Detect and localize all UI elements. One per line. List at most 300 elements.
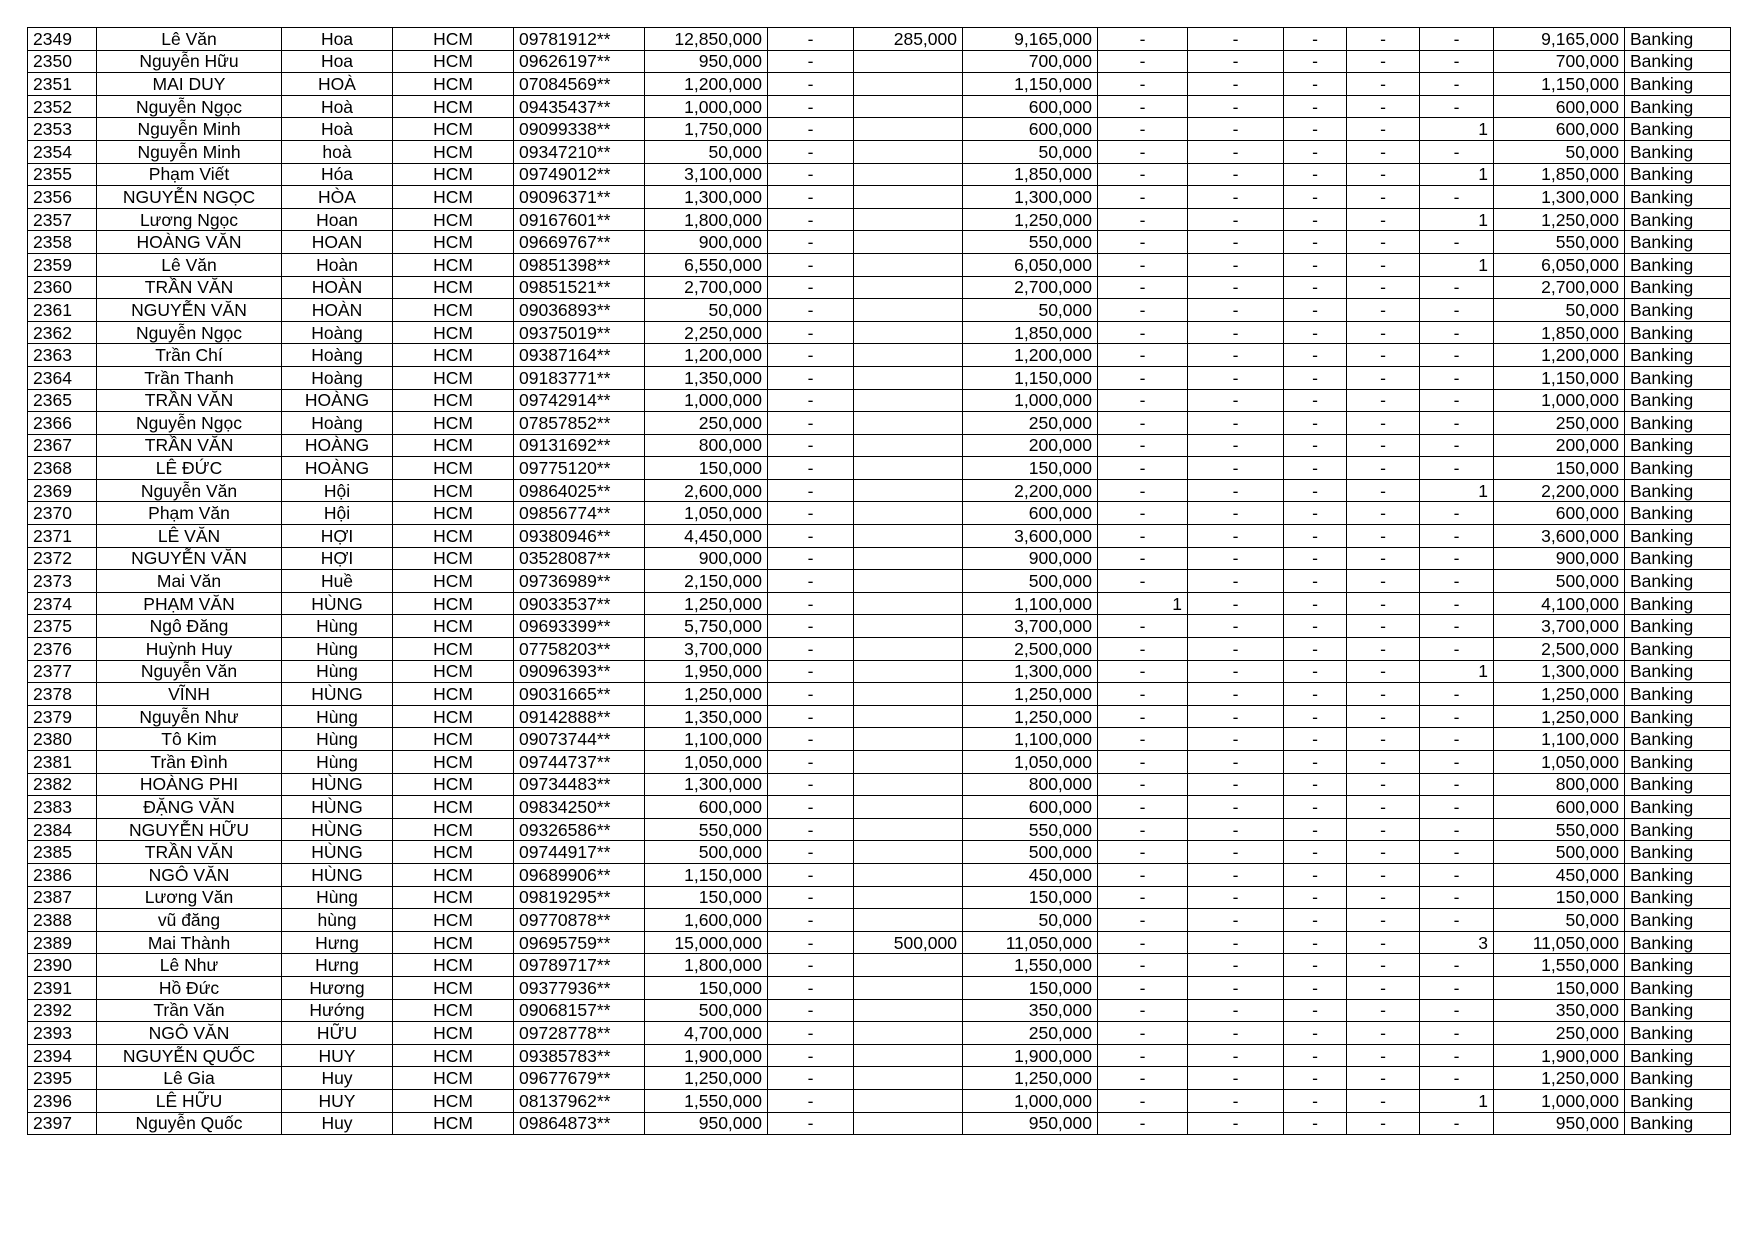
surname-cell: Nguyễn Quốc: [97, 1112, 282, 1135]
flag-1-cell: -: [1098, 570, 1188, 593]
count-cell: 1: [1420, 208, 1494, 231]
flag-3-cell: -: [1284, 638, 1347, 661]
surname-cell: Nguyễn Văn: [97, 479, 282, 502]
method-cell: Banking: [1625, 1044, 1731, 1067]
method-cell: Banking: [1625, 660, 1731, 683]
amount-cell: 1,200,000: [645, 73, 768, 96]
phone-cell: 09385783**: [514, 1044, 645, 1067]
row-number: 2373: [28, 570, 97, 593]
phone-cell: 09131692**: [514, 434, 645, 457]
given-name-cell: Hùng: [282, 886, 393, 909]
surname-cell: TRẦN VĂN: [97, 841, 282, 864]
flag-2-cell: -: [1188, 886, 1284, 909]
flag-2-cell: -: [1188, 818, 1284, 841]
table-row: [28, 592, 1731, 615]
method-cell: Banking: [1625, 366, 1731, 389]
dash-cell: -: [768, 95, 854, 118]
method-cell: Banking: [1625, 276, 1731, 299]
phone-cell: 09693399**: [514, 615, 645, 638]
surname-cell: HOÀNG VĂN: [97, 231, 282, 254]
row-number: 2363: [28, 344, 97, 367]
flag-4-cell: -: [1347, 1089, 1420, 1112]
flag-2-cell: -: [1188, 389, 1284, 412]
table-row: [28, 931, 1731, 954]
flag-1-cell: -: [1098, 457, 1188, 480]
deduction-cell: [854, 728, 963, 751]
paid-cell: 2,700,000: [963, 276, 1098, 299]
table-row: [28, 502, 1731, 525]
method-cell: Banking: [1625, 73, 1731, 96]
table-row: [28, 751, 1731, 774]
total-cell: 550,000: [1494, 818, 1625, 841]
city-cell: HCM: [393, 140, 514, 163]
flag-3-cell: -: [1284, 909, 1347, 932]
dash-cell: -: [768, 231, 854, 254]
flag-2-cell: -: [1188, 434, 1284, 457]
row-number: 2362: [28, 321, 97, 344]
deduction-cell: [854, 457, 963, 480]
flag-4-cell: -: [1347, 186, 1420, 209]
flag-1-cell: 1: [1098, 592, 1188, 615]
count-cell: -: [1420, 231, 1494, 254]
dash-cell: -: [768, 50, 854, 73]
method-cell: Banking: [1625, 886, 1731, 909]
method-cell: Banking: [1625, 818, 1731, 841]
flag-1-cell: -: [1098, 140, 1188, 163]
method-cell: Banking: [1625, 570, 1731, 593]
count-cell: 1: [1420, 163, 1494, 186]
row-number: 2375: [28, 615, 97, 638]
paid-cell: 1,850,000: [963, 321, 1098, 344]
count-cell: 1: [1420, 253, 1494, 276]
dash-cell: -: [768, 344, 854, 367]
method-cell: Banking: [1625, 547, 1731, 570]
deduction-cell: [854, 253, 963, 276]
city-cell: HCM: [393, 705, 514, 728]
deduction-cell: [854, 638, 963, 661]
flag-1-cell: -: [1098, 931, 1188, 954]
flag-4-cell: -: [1347, 1022, 1420, 1045]
total-cell: 600,000: [1494, 118, 1625, 141]
flag-4-cell: -: [1347, 1044, 1420, 1067]
amount-cell: 1,200,000: [645, 344, 768, 367]
total-cell: 150,000: [1494, 976, 1625, 999]
count-cell: 1: [1420, 660, 1494, 683]
amount-cell: 2,150,000: [645, 570, 768, 593]
total-cell: 1,300,000: [1494, 660, 1625, 683]
flag-1-cell: -: [1098, 208, 1188, 231]
row-number: 2385: [28, 841, 97, 864]
flag-1-cell: -: [1098, 751, 1188, 774]
city-cell: HCM: [393, 728, 514, 751]
method-cell: Banking: [1625, 502, 1731, 525]
deduction-cell: [854, 163, 963, 186]
flag-1-cell: -: [1098, 253, 1188, 276]
method-cell: Banking: [1625, 773, 1731, 796]
paid-cell: 1,250,000: [963, 683, 1098, 706]
table-row: [28, 412, 1731, 435]
city-cell: HCM: [393, 547, 514, 570]
count-cell: 1: [1420, 1089, 1494, 1112]
phone-cell: 09695759**: [514, 931, 645, 954]
deduction-cell: [854, 1044, 963, 1067]
table-row: [28, 1089, 1731, 1112]
flag-4-cell: -: [1347, 525, 1420, 548]
row-number: 2355: [28, 163, 97, 186]
given-name-cell: Hội: [282, 479, 393, 502]
total-cell: 1,250,000: [1494, 1067, 1625, 1090]
paid-cell: 450,000: [963, 863, 1098, 886]
method-cell: Banking: [1625, 976, 1731, 999]
city-cell: HCM: [393, 638, 514, 661]
paid-cell: 1,000,000: [963, 389, 1098, 412]
flag-2-cell: -: [1188, 186, 1284, 209]
table-row: [28, 728, 1731, 751]
dash-cell: -: [768, 999, 854, 1022]
flag-3-cell: -: [1284, 931, 1347, 954]
method-cell: Banking: [1625, 253, 1731, 276]
paid-cell: 500,000: [963, 570, 1098, 593]
count-cell: -: [1420, 1022, 1494, 1045]
amount-cell: 950,000: [645, 50, 768, 73]
given-name-cell: HUY: [282, 1044, 393, 1067]
city-cell: HCM: [393, 186, 514, 209]
flag-4-cell: -: [1347, 118, 1420, 141]
surname-cell: Trần Chí: [97, 344, 282, 367]
flag-4-cell: -: [1347, 796, 1420, 819]
method-cell: Banking: [1625, 751, 1731, 774]
dash-cell: -: [768, 1022, 854, 1045]
amount-cell: 500,000: [645, 841, 768, 864]
given-name-cell: HOAN: [282, 231, 393, 254]
flag-3-cell: -: [1284, 1022, 1347, 1045]
amount-cell: 1,550,000: [645, 1089, 768, 1112]
phone-cell: 09734483**: [514, 773, 645, 796]
method-cell: Banking: [1625, 412, 1731, 435]
amount-cell: 800,000: [645, 434, 768, 457]
surname-cell: vũ đăng: [97, 909, 282, 932]
given-name-cell: HOÀN: [282, 276, 393, 299]
count-cell: -: [1420, 547, 1494, 570]
flag-2-cell: -: [1188, 1022, 1284, 1045]
amount-cell: 1,000,000: [645, 95, 768, 118]
total-cell: 3,600,000: [1494, 525, 1625, 548]
amount-cell: 600,000: [645, 796, 768, 819]
flag-1-cell: -: [1098, 321, 1188, 344]
table-row: [28, 479, 1731, 502]
method-cell: Banking: [1625, 841, 1731, 864]
paid-cell: 500,000: [963, 841, 1098, 864]
method-cell: Banking: [1625, 457, 1731, 480]
count-cell: -: [1420, 434, 1494, 457]
count-cell: -: [1420, 976, 1494, 999]
flag-4-cell: -: [1347, 28, 1420, 51]
table-row: [28, 818, 1731, 841]
flag-1-cell: -: [1098, 50, 1188, 73]
given-name-cell: Hoa: [282, 28, 393, 51]
phone-cell: 09819295**: [514, 886, 645, 909]
surname-cell: NGUYỄN HỮU: [97, 818, 282, 841]
flag-2-cell: -: [1188, 615, 1284, 638]
surname-cell: Nguyễn Minh: [97, 118, 282, 141]
given-name-cell: HÙNG: [282, 863, 393, 886]
total-cell: 50,000: [1494, 909, 1625, 932]
row-number: 2377: [28, 660, 97, 683]
method-cell: Banking: [1625, 186, 1731, 209]
row-number: 2366: [28, 412, 97, 435]
flag-3-cell: -: [1284, 208, 1347, 231]
city-cell: HCM: [393, 1067, 514, 1090]
dash-cell: -: [768, 434, 854, 457]
total-cell: 600,000: [1494, 95, 1625, 118]
flag-2-cell: -: [1188, 638, 1284, 661]
phone-cell: 07084569**: [514, 73, 645, 96]
table-row: [28, 253, 1731, 276]
dash-cell: -: [768, 728, 854, 751]
flag-3-cell: -: [1284, 321, 1347, 344]
city-cell: HCM: [393, 683, 514, 706]
flag-3-cell: -: [1284, 1067, 1347, 1090]
flag-4-cell: -: [1347, 502, 1420, 525]
deduction-cell: [854, 95, 963, 118]
flag-2-cell: -: [1188, 1067, 1284, 1090]
total-cell: 1,850,000: [1494, 321, 1625, 344]
phone-cell: 09749012**: [514, 163, 645, 186]
count-cell: -: [1420, 999, 1494, 1022]
flag-2-cell: -: [1188, 457, 1284, 480]
flag-3-cell: -: [1284, 796, 1347, 819]
phone-cell: 09387164**: [514, 344, 645, 367]
given-name-cell: Hoàng: [282, 412, 393, 435]
flag-3-cell: -: [1284, 502, 1347, 525]
flag-3-cell: -: [1284, 818, 1347, 841]
given-name-cell: HOÀNG: [282, 457, 393, 480]
flag-3-cell: -: [1284, 705, 1347, 728]
city-cell: HCM: [393, 502, 514, 525]
flag-2-cell: -: [1188, 1112, 1284, 1135]
deduction-cell: [854, 502, 963, 525]
flag-1-cell: -: [1098, 389, 1188, 412]
amount-cell: 1,150,000: [645, 863, 768, 886]
total-cell: 1,150,000: [1494, 73, 1625, 96]
amount-cell: 150,000: [645, 976, 768, 999]
city-cell: HCM: [393, 660, 514, 683]
dash-cell: -: [768, 412, 854, 435]
count-cell: -: [1420, 909, 1494, 932]
flag-1-cell: -: [1098, 1067, 1188, 1090]
surname-cell: Lương Ngọc: [97, 208, 282, 231]
flag-3-cell: -: [1284, 1044, 1347, 1067]
deduction-cell: [854, 231, 963, 254]
given-name-cell: HÙNG: [282, 683, 393, 706]
flag-1-cell: -: [1098, 186, 1188, 209]
paid-cell: 1,150,000: [963, 73, 1098, 96]
city-cell: HCM: [393, 1022, 514, 1045]
total-cell: 1,250,000: [1494, 208, 1625, 231]
paid-cell: 1,100,000: [963, 592, 1098, 615]
given-name-cell: HỢI: [282, 525, 393, 548]
surname-cell: Lê Văn: [97, 253, 282, 276]
paid-cell: 1,200,000: [963, 344, 1098, 367]
paid-cell: 950,000: [963, 1112, 1098, 1135]
deduction-cell: [854, 186, 963, 209]
city-cell: HCM: [393, 412, 514, 435]
deduction-cell: [854, 999, 963, 1022]
dash-cell: -: [768, 389, 854, 412]
deduction-cell: [854, 366, 963, 389]
flag-1-cell: -: [1098, 276, 1188, 299]
given-name-cell: Hùng: [282, 638, 393, 661]
method-cell: Banking: [1625, 434, 1731, 457]
method-cell: Banking: [1625, 615, 1731, 638]
count-cell: -: [1420, 186, 1494, 209]
paid-cell: 9,165,000: [963, 28, 1098, 51]
table-row: [28, 954, 1731, 977]
amount-cell: 1,000,000: [645, 389, 768, 412]
flag-4-cell: -: [1347, 50, 1420, 73]
amount-cell: 900,000: [645, 231, 768, 254]
flag-1-cell: -: [1098, 728, 1188, 751]
count-cell: -: [1420, 728, 1494, 751]
flag-3-cell: -: [1284, 886, 1347, 909]
dash-cell: -: [768, 660, 854, 683]
amount-cell: 12,850,000: [645, 28, 768, 51]
method-cell: Banking: [1625, 389, 1731, 412]
flag-4-cell: -: [1347, 773, 1420, 796]
amount-cell: 15,000,000: [645, 931, 768, 954]
total-cell: 450,000: [1494, 863, 1625, 886]
method-cell: Banking: [1625, 299, 1731, 322]
flag-1-cell: -: [1098, 28, 1188, 51]
paid-cell: 1,050,000: [963, 751, 1098, 774]
count-cell: -: [1420, 1044, 1494, 1067]
given-name-cell: HÙNG: [282, 818, 393, 841]
flag-4-cell: -: [1347, 909, 1420, 932]
table-row: [28, 660, 1731, 683]
given-name-cell: HOÀ: [282, 73, 393, 96]
amount-cell: 150,000: [645, 457, 768, 480]
flag-1-cell: -: [1098, 841, 1188, 864]
paid-cell: 600,000: [963, 796, 1098, 819]
city-cell: HCM: [393, 231, 514, 254]
amount-cell: 150,000: [645, 886, 768, 909]
given-name-cell: HỮU: [282, 1022, 393, 1045]
amount-cell: 1,300,000: [645, 186, 768, 209]
surname-cell: Nguyễn Ngọc: [97, 95, 282, 118]
flag-1-cell: -: [1098, 366, 1188, 389]
method-cell: Banking: [1625, 592, 1731, 615]
deduction-cell: [854, 321, 963, 344]
flag-4-cell: -: [1347, 389, 1420, 412]
paid-cell: 1,250,000: [963, 1067, 1098, 1090]
deduction-cell: [854, 1022, 963, 1045]
dash-cell: -: [768, 163, 854, 186]
flag-3-cell: -: [1284, 728, 1347, 751]
dash-cell: -: [768, 525, 854, 548]
flag-3-cell: -: [1284, 231, 1347, 254]
phone-cell: 09033537**: [514, 592, 645, 615]
row-number: 2360: [28, 276, 97, 299]
surname-cell: NGUYỄN VĂN: [97, 547, 282, 570]
flag-2-cell: -: [1188, 931, 1284, 954]
count-cell: -: [1420, 886, 1494, 909]
table-row: [28, 841, 1731, 864]
flag-4-cell: -: [1347, 95, 1420, 118]
surname-cell: NGUYỄN NGỌC: [97, 186, 282, 209]
table-row: [28, 705, 1731, 728]
deduction-cell: [854, 1112, 963, 1135]
paid-cell: 150,000: [963, 886, 1098, 909]
table-row: [28, 773, 1731, 796]
phone-cell: 07758203**: [514, 638, 645, 661]
method-cell: Banking: [1625, 479, 1731, 502]
flag-1-cell: -: [1098, 73, 1188, 96]
flag-1-cell: -: [1098, 796, 1188, 819]
row-number: 2392: [28, 999, 97, 1022]
row-number: 2357: [28, 208, 97, 231]
flag-4-cell: -: [1347, 412, 1420, 435]
flag-4-cell: -: [1347, 638, 1420, 661]
deduction-cell: [854, 660, 963, 683]
flag-2-cell: -: [1188, 525, 1284, 548]
amount-cell: 50,000: [645, 140, 768, 163]
total-cell: 500,000: [1494, 841, 1625, 864]
flag-4-cell: -: [1347, 140, 1420, 163]
paid-cell: 550,000: [963, 818, 1098, 841]
method-cell: Banking: [1625, 344, 1731, 367]
amount-cell: 1,750,000: [645, 118, 768, 141]
flag-1-cell: -: [1098, 118, 1188, 141]
paid-cell: 3,700,000: [963, 615, 1098, 638]
phone-cell: 09068157**: [514, 999, 645, 1022]
row-number: 2395: [28, 1067, 97, 1090]
phone-cell: 09864873**: [514, 1112, 645, 1135]
total-cell: 1,200,000: [1494, 344, 1625, 367]
phone-cell: 03528087**: [514, 547, 645, 570]
city-cell: HCM: [393, 253, 514, 276]
row-number: 2354: [28, 140, 97, 163]
method-cell: Banking: [1625, 208, 1731, 231]
flag-3-cell: -: [1284, 276, 1347, 299]
method-cell: Banking: [1625, 1067, 1731, 1090]
count-cell: 1: [1420, 118, 1494, 141]
city-cell: HCM: [393, 208, 514, 231]
city-cell: HCM: [393, 818, 514, 841]
flag-1-cell: -: [1098, 660, 1188, 683]
given-name-cell: HÒA: [282, 186, 393, 209]
total-cell: 600,000: [1494, 796, 1625, 819]
flag-1-cell: -: [1098, 344, 1188, 367]
method-cell: Banking: [1625, 1022, 1731, 1045]
phone-cell: 09435437**: [514, 95, 645, 118]
flag-4-cell: -: [1347, 479, 1420, 502]
city-cell: HCM: [393, 909, 514, 932]
flag-2-cell: -: [1188, 954, 1284, 977]
paid-cell: 1,300,000: [963, 186, 1098, 209]
flag-1-cell: -: [1098, 299, 1188, 322]
flag-3-cell: -: [1284, 140, 1347, 163]
count-cell: 3: [1420, 931, 1494, 954]
table-row: [28, 28, 1731, 51]
amount-cell: 5,750,000: [645, 615, 768, 638]
total-cell: 1,000,000: [1494, 1089, 1625, 1112]
count-cell: -: [1420, 818, 1494, 841]
total-cell: 2,700,000: [1494, 276, 1625, 299]
flag-2-cell: -: [1188, 909, 1284, 932]
count-cell: -: [1420, 412, 1494, 435]
surname-cell: Hồ Đức: [97, 976, 282, 999]
city-cell: HCM: [393, 479, 514, 502]
